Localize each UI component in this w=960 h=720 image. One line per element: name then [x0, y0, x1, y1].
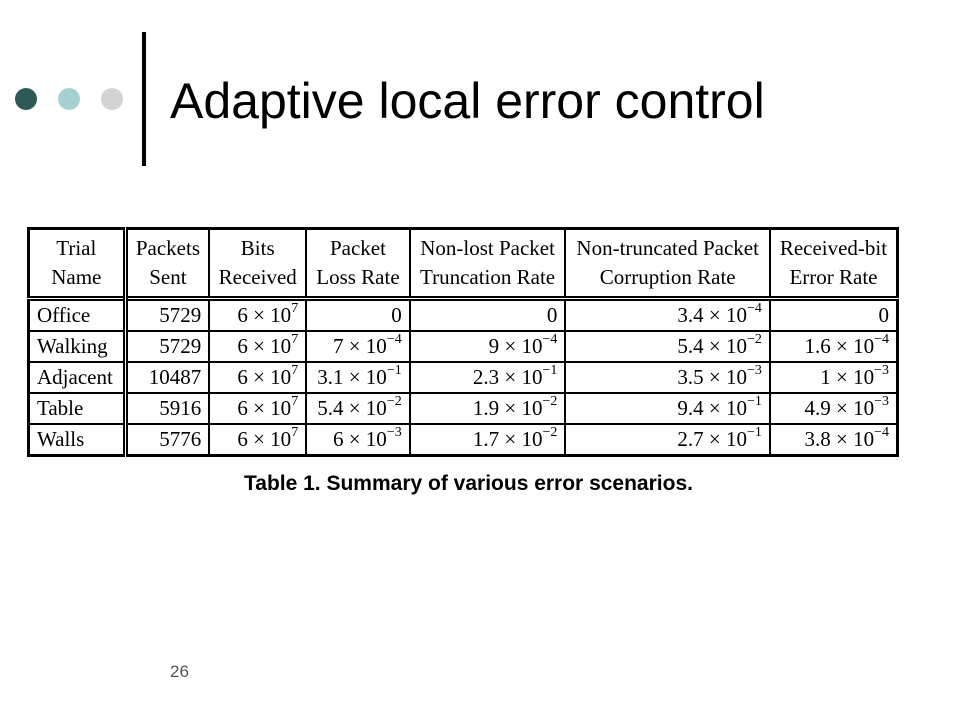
table-cell — [770, 331, 898, 362]
cell-mantissa: 3.4 × 10 — [677, 303, 748, 327]
trial-name-cell: Office — [29, 299, 126, 332]
cell-exponent: −3 — [386, 425, 402, 440]
table-header-row — [29, 229, 898, 299]
cell-mantissa: 2.7 × 10 — [677, 427, 748, 451]
column-header-line: Non-truncated Packet — [576, 236, 759, 260]
column-header-line: Error Rate — [789, 265, 878, 289]
cell-exponent: −2 — [542, 394, 558, 409]
cell-mantissa: 5.4 × 10 — [677, 334, 748, 358]
table-cell — [410, 331, 566, 362]
table-cell — [306, 393, 410, 424]
table-row — [29, 331, 898, 362]
table-header — [29, 229, 898, 299]
column-header-line: Trial — [56, 236, 97, 260]
trial-name-cell: Walls — [29, 424, 126, 456]
error-scenarios-table-image — [27, 227, 899, 457]
table-cell — [565, 393, 770, 424]
cell-exponent: 7 — [291, 332, 299, 347]
cell-mantissa: 2.3 × 10 — [472, 365, 543, 389]
cell-mantissa: 6 × 10 — [237, 427, 292, 451]
cell-exponent: −4 — [747, 301, 762, 316]
cell-exponent: −2 — [542, 425, 558, 440]
column-header — [306, 229, 410, 299]
table-cell — [770, 424, 898, 456]
table-row — [29, 424, 898, 456]
column-header-line: Truncation Rate — [420, 265, 556, 289]
column-header — [770, 229, 898, 299]
cell-mantissa: 4.9 × 10 — [804, 396, 875, 420]
table-cell — [410, 362, 566, 393]
cell-mantissa: 1.9 × 10 — [472, 396, 543, 420]
trial-name-cell: Table — [29, 393, 126, 424]
table-cell — [565, 331, 770, 362]
cell-mantissa: 0 — [878, 303, 889, 327]
cell-mantissa: 1.7 × 10 — [472, 427, 543, 451]
table-cell: 5916 — [125, 393, 209, 424]
table-cell: 10487 — [125, 362, 209, 393]
error-scenarios-table — [27, 227, 899, 457]
table-cell: 5729 — [125, 331, 209, 362]
table-cell — [209, 393, 306, 424]
table-cell — [209, 424, 306, 456]
column-header-line: Loss Rate — [316, 265, 400, 289]
table-cell — [306, 362, 410, 393]
table-cell: 5776 — [125, 424, 209, 456]
column-header — [125, 229, 209, 299]
table-cell — [565, 424, 770, 456]
cell-mantissa: 6 × 10 — [332, 427, 387, 451]
cell-mantissa: 6 × 10 — [237, 303, 292, 327]
cell-mantissa: 6 × 10 — [237, 365, 292, 389]
table-cell — [770, 393, 898, 424]
cell-mantissa: 5.4 × 10 — [317, 396, 387, 420]
cell-mantissa: 1.6 × 10 — [804, 334, 875, 358]
table-cell — [306, 299, 410, 332]
table-cell: 5729 — [125, 299, 209, 332]
grey-dot — [101, 88, 123, 110]
column-header-line: Packets — [135, 236, 200, 260]
cell-exponent: −2 — [386, 394, 402, 409]
cell-exponent: −4 — [874, 332, 889, 347]
table-cell — [209, 331, 306, 362]
column-header-line: Bits — [240, 236, 275, 260]
cell-mantissa: 0 — [391, 303, 402, 327]
cell-mantissa: 7 × 10 — [332, 334, 387, 358]
column-header-line: Packet — [329, 236, 386, 260]
cell-mantissa: 3.1 × 10 — [317, 365, 387, 389]
table-cell — [565, 299, 770, 332]
cell-exponent: −1 — [542, 363, 558, 378]
column-header-line: Sent — [149, 265, 187, 289]
cell-mantissa: 1 × 10 — [820, 365, 875, 389]
cell-exponent: 7 — [291, 301, 299, 316]
cell-mantissa: 3.5 × 10 — [677, 365, 748, 389]
table-row — [29, 393, 898, 424]
table-cell — [565, 362, 770, 393]
trial-name-cell: Adjacent — [29, 362, 126, 393]
cell-exponent: −1 — [386, 363, 402, 378]
table-row — [29, 362, 898, 393]
cell-exponent: −4 — [542, 332, 558, 347]
cell-exponent: −4 — [386, 332, 402, 347]
cell-exponent: −4 — [874, 425, 889, 440]
title-divider — [142, 32, 146, 166]
cell-mantissa: 6 × 10 — [237, 396, 292, 420]
cell-exponent: −1 — [747, 394, 762, 409]
table-cell — [306, 424, 410, 456]
cell-exponent: −3 — [747, 363, 762, 378]
column-header — [29, 229, 126, 299]
cell-mantissa: 9.4 × 10 — [677, 396, 748, 420]
light-teal-dot — [58, 88, 80, 110]
cell-mantissa: 3.8 × 10 — [804, 427, 875, 451]
page-number: 26 — [170, 662, 189, 681]
column-header — [410, 229, 566, 299]
column-header-line: Received — [218, 265, 297, 289]
table-caption: Table 1. Summary of various error scenarios. — [244, 472, 693, 495]
table-cell — [410, 299, 566, 332]
cell-exponent: −1 — [747, 425, 762, 440]
cell-mantissa: 0 — [546, 303, 558, 327]
column-header-line: Name — [51, 265, 102, 289]
column-header-line: Received-bit — [779, 236, 888, 260]
dark-teal-dot — [15, 88, 37, 110]
slide-title: Adaptive local error control — [170, 73, 765, 129]
table-cell — [209, 299, 306, 332]
table-cell — [770, 362, 898, 393]
table-cell — [209, 362, 306, 393]
cell-exponent: 7 — [291, 425, 299, 440]
cell-exponent: −3 — [874, 363, 889, 378]
table-cell — [770, 299, 898, 332]
table-cell — [410, 424, 566, 456]
table-cell — [306, 331, 410, 362]
table-body — [29, 299, 898, 456]
table-cell — [410, 393, 566, 424]
column-header — [565, 229, 770, 299]
table-row — [29, 299, 898, 332]
cell-exponent: 7 — [291, 394, 299, 409]
column-header — [209, 229, 306, 299]
cell-exponent: −3 — [874, 394, 889, 409]
column-header-line: Non-lost Packet — [420, 236, 555, 260]
cell-exponent: 7 — [291, 363, 299, 378]
cell-exponent: −2 — [747, 332, 762, 347]
title-bullet-dots — [15, 88, 125, 112]
cell-mantissa: 6 × 10 — [237, 334, 292, 358]
column-header-line: Corruption Rate — [599, 265, 736, 289]
trial-name-cell: Walking — [29, 331, 126, 362]
cell-mantissa: 9 × 10 — [488, 334, 543, 358]
